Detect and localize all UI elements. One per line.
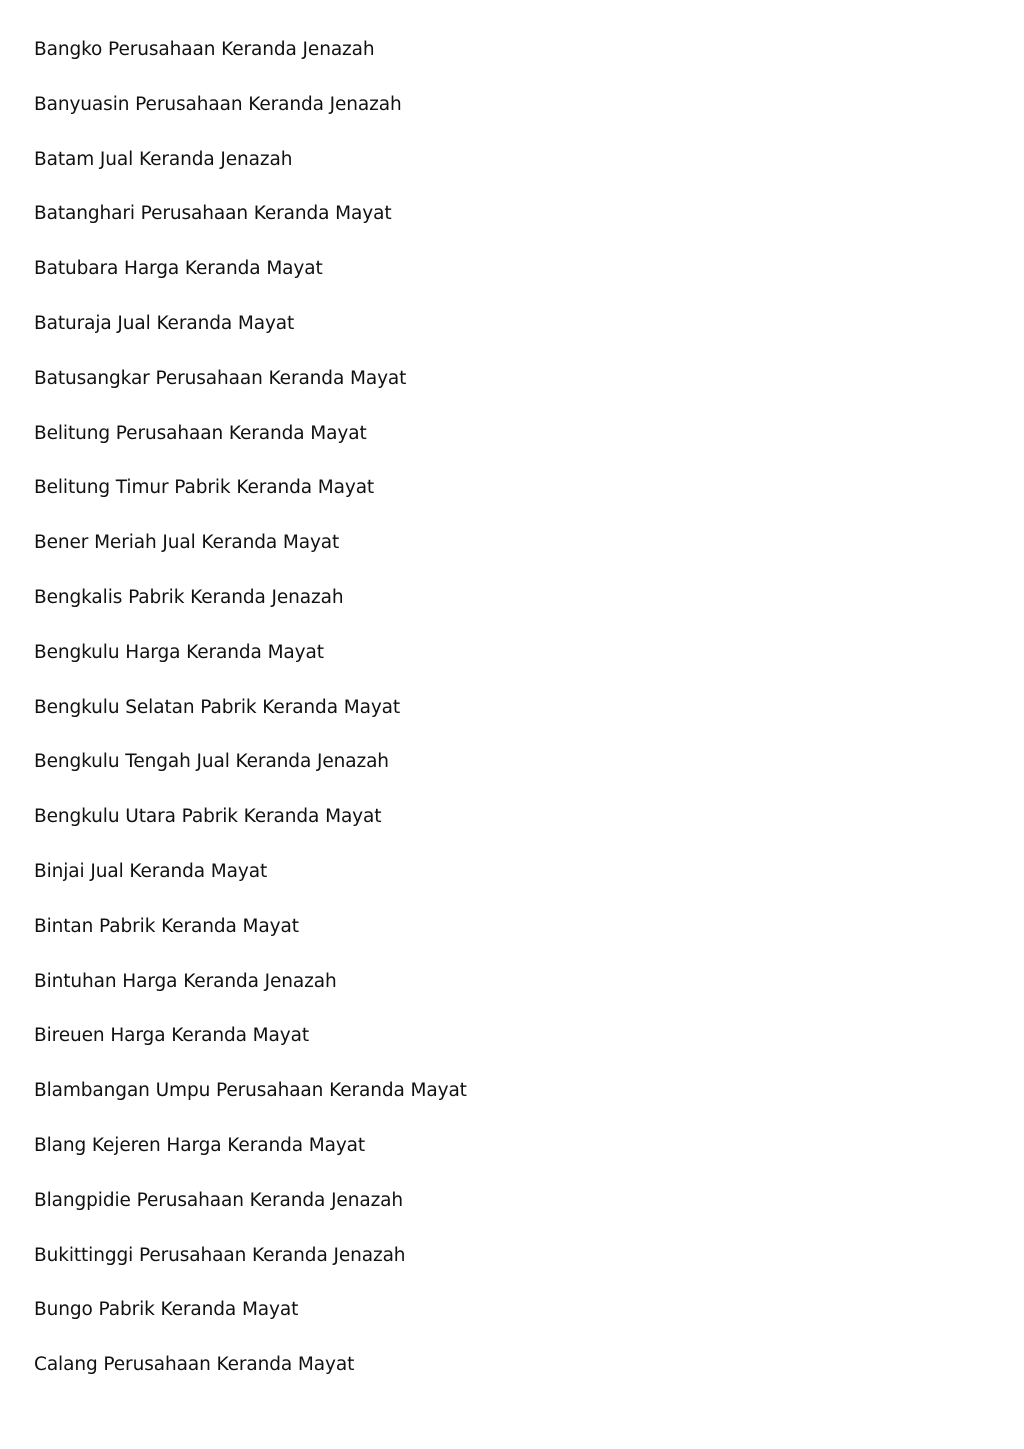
list-item: Batam Jual Keranda Jenazah [34,148,293,170]
list-item: Belitung Perusahaan Keranda Mayat [34,422,367,444]
list-item: Binjai Jual Keranda Mayat [34,860,268,882]
list-item: Blambangan Umpu Perusahaan Keranda Mayat [34,1080,467,1102]
list-item: Calang Perusahaan Keranda Mayat [34,1354,355,1376]
list-item: Blangpidie Perusahaan Keranda Jenazah [34,1189,404,1211]
list-item: Bengkulu Tengah Jual Keranda Jenazah [34,751,389,773]
list-item: Blang Kejeren Harga Keranda Mayat [34,1134,366,1156]
list-item: Belitung Timur Pabrik Keranda Mayat [34,477,375,499]
list-item: Banyuasin Perusahaan Keranda Jenazah [34,93,402,115]
list-item: Bengkulu Harga Keranda Mayat [34,641,324,663]
list-item: Bungo Pabrik Keranda Mayat [34,1299,299,1321]
list-item: Bengkulu Selatan Pabrik Keranda Mayat [34,696,401,718]
list-item: Bengkalis Pabrik Keranda Jenazah [34,586,344,608]
entry-list [34,36,934,1406]
list-item: Batusangkar Perusahaan Keranda Mayat [34,367,407,389]
list-item: Bangko Perusahaan Keranda Jenazah [34,39,375,60]
list-item: Bintuhan Harga Keranda Jenazah [34,970,337,992]
list-item: Bukittinggi Perusahaan Keranda Jenazah [34,1244,406,1266]
list-item: Baturaja Jual Keranda Mayat [34,312,295,334]
list-item: Bintan Pabrik Keranda Mayat [34,915,299,937]
list-item: Batubara Harga Keranda Mayat [34,258,323,280]
list-item: Bengkulu Utara Pabrik Keranda Mayat [34,806,382,828]
list-item: Bireuen Harga Keranda Mayat [34,1025,309,1047]
list-item: Bener Meriah Jual Keranda Mayat [34,532,340,554]
list-item: Batanghari Perusahaan Keranda Mayat [34,203,392,225]
